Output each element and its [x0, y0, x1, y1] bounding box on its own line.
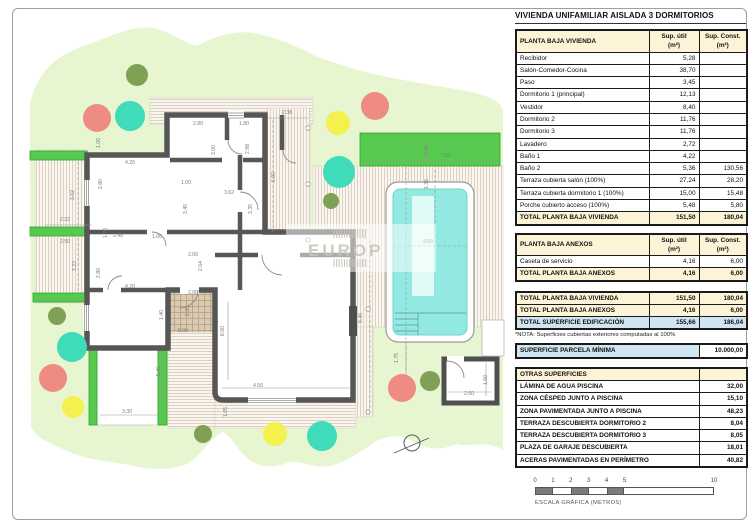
table-cell: Sup. Const. (m²) [699, 30, 747, 52]
table-cell: 4,16 [649, 268, 699, 281]
table-cell: Dormitorio 3 [516, 126, 649, 138]
dimension-label: 1.36 [424, 178, 430, 190]
dimension-label: 1.05 [223, 406, 229, 418]
table-cell: 10.000,00 [699, 344, 747, 357]
table-cell: Dormitorio 2 [516, 113, 649, 125]
table-row [516, 304, 747, 316]
table-cell [699, 113, 747, 125]
surface-tables-panel [515, 11, 746, 512]
footnote: *NOTA: Superficies cubiertas exteriores computadas al 100% [515, 332, 676, 339]
table-row [516, 381, 747, 393]
table-cell: 40,82 [699, 454, 747, 467]
table-cell [699, 368, 747, 381]
dimension-label: 2.80 [192, 121, 204, 127]
table-row [516, 234, 747, 256]
table-row [516, 405, 747, 417]
table-cell: 4,16 [649, 256, 699, 268]
dimension-label: 2.38 [281, 110, 293, 116]
dimension-label: 1.70 [103, 227, 109, 239]
dimension-label: 1.00 [180, 180, 192, 186]
table-row [516, 89, 747, 101]
table-cell: 8,05 [699, 430, 747, 442]
table-planta-baja-vivienda [515, 29, 748, 226]
dimension-label: 1.60 [151, 234, 163, 240]
table-cell: 15,48 [699, 187, 747, 199]
table-cell: Baño 2 [516, 163, 649, 175]
table-cell: TERRAZA DESCUBIERTA DORMITORIO 2 [516, 417, 699, 429]
table-cell [699, 64, 747, 76]
table-row [516, 138, 747, 150]
sheet-title: VIVIENDA UNIFAMILIAR AISLADA 3 DORMITORIOS [515, 11, 746, 24]
dimension-label: 1.75 [394, 352, 400, 364]
dimension-label: 7.55 [440, 153, 452, 159]
dimension-label: 2.00 [187, 290, 199, 296]
table-totals-summary [515, 291, 748, 331]
scale-bar-segment [535, 487, 553, 495]
table-cell: 5,28 [649, 52, 699, 64]
table-cell: 38,70 [649, 64, 699, 76]
table-cell: 5,80 [699, 199, 747, 211]
table-row [516, 417, 747, 429]
dimension-label: 4.50 [252, 383, 264, 389]
dimension-label: 3.35 [248, 203, 254, 215]
table-cell: 2,72 [649, 138, 699, 150]
dimension-label: 2.60 [463, 391, 475, 397]
table-cell: 5,36 [649, 163, 699, 175]
dimension-label: 2.00 [424, 144, 430, 156]
table-row [516, 150, 747, 162]
dimension-label: 1.60 [483, 374, 489, 386]
table-cell: 186,04 [699, 317, 747, 330]
scale-mark: 2 [569, 478, 573, 484]
dimension-label: 3.30 [121, 409, 133, 415]
dimension-label: 5.46 [156, 365, 162, 377]
table-cell: 4,22 [649, 150, 699, 162]
table-cell: Sup. útil (m²) [649, 30, 699, 52]
table-cell: TOTAL PLANTA BAJA VIVIENDA [516, 212, 649, 225]
table-cell [699, 52, 747, 64]
table-cell: 15,10 [699, 393, 747, 405]
table-cell: Terraza cubierta dormitorio 1 (100%) [516, 187, 649, 199]
table-row [516, 163, 747, 175]
table-cell: 32,00 [699, 381, 747, 393]
table-cell: 8,04 [699, 417, 747, 429]
table-cell: 18,01 [699, 442, 747, 454]
table-cell: Porche cubierto acceso (100%) [516, 199, 649, 211]
scale-mark: 3 [587, 478, 591, 484]
table-cell: 48,23 [699, 405, 747, 417]
table-row [516, 199, 747, 211]
table-row [516, 292, 747, 305]
table-row [516, 268, 747, 281]
dimension-label: 1.00 [96, 137, 102, 149]
dimension-label: 6.00 [271, 171, 277, 183]
table-cell: 4,16 [649, 304, 699, 316]
table-row [516, 126, 747, 138]
table-cell: ZONA PAVIMENTADA JUNTO A PISCINA [516, 405, 699, 417]
table-cell: TOTAL PLANTA BAJA ANEXOS [516, 304, 649, 316]
table-cell: Sup. Const. (m²) [699, 234, 747, 256]
table-cell [699, 101, 747, 113]
dimension-label: 3.62 [70, 189, 76, 201]
table-cell: Salón-Comedor-Cocina [516, 64, 649, 76]
table-cell: TOTAL PLANTA BAJA VIVIENDA [516, 292, 649, 305]
scale-mark: 5 [622, 478, 627, 484]
dimension-label: 3.00 [211, 144, 217, 156]
scale-bar-segment [571, 487, 589, 495]
table-cell: 11,76 [649, 126, 699, 138]
dimension-label: 4.20 [124, 284, 136, 290]
table-cell: 8,40 [649, 101, 699, 113]
table-cell: Baño 1 [516, 150, 649, 162]
table-cell: 6,00 [699, 268, 747, 281]
table-cell: 11,76 [649, 113, 699, 125]
scale-bar-outline [535, 487, 714, 495]
table-cell: PLAZA DE GARAJE DESCUBIERTA [516, 442, 699, 454]
table-cell: 5,48 [649, 199, 699, 211]
dimension-label: 1.80 [238, 121, 250, 127]
table-cell: 6,00 [699, 256, 747, 268]
table-cell: Paso [516, 77, 649, 89]
table-cell: 130,56 [699, 163, 747, 175]
table-row [516, 187, 747, 199]
dimension-label: 2.48 [112, 233, 124, 239]
dimension-label: 3.22 [72, 260, 78, 272]
table-parcela-minima [515, 343, 748, 358]
scale-bar-segment [607, 487, 625, 495]
dimension-label: 2.98 [245, 143, 251, 155]
table-row [516, 454, 747, 467]
table-cell: SUPERFICIE PARCELA MÍNIMA [516, 344, 699, 357]
scale-label: ESCALA GRÁFICA (METROS) [535, 500, 622, 506]
table-planta-baja-anexos [515, 233, 748, 282]
scale-mark: 10 [710, 478, 718, 484]
table-cell: 3,45 [649, 77, 699, 89]
table-cell [699, 138, 747, 150]
table-cell: Caseta de servicio [516, 256, 649, 268]
table-row [516, 175, 747, 187]
table-cell [699, 150, 747, 162]
table-row [516, 212, 747, 225]
table-cell: TOTAL SUPERFICIE EDIFICACIÓN [516, 317, 649, 330]
dimension-label: 5.00 [177, 328, 189, 334]
table-cell: 12,13 [649, 89, 699, 101]
table-cell: Recibidor [516, 52, 649, 64]
table-cell: LÁMINA DE AGUA PISCINA [516, 381, 699, 393]
table-cell: Terraza cubierta salón (100%) [516, 175, 649, 187]
dimension-label: 2.50 [59, 239, 71, 245]
table-row [516, 77, 747, 89]
table-cell: 15,00 [649, 187, 699, 199]
table-cell: PLANTA BAJA VIVIENDA [516, 30, 649, 52]
table-cell: 180,04 [699, 212, 747, 225]
table-cell: 27,24 [649, 175, 699, 187]
table-row [516, 393, 747, 405]
table-row [516, 317, 747, 330]
scale-mark: 1 [551, 478, 555, 484]
table-cell: Dormitorio 1 (principal) [516, 89, 649, 101]
table-cell: OTRAS SUPERFICIES [516, 368, 699, 381]
dimension-label: 1.40 [159, 309, 165, 321]
table-row [516, 442, 747, 454]
table-cell: Vestidor [516, 101, 649, 113]
table-row [516, 52, 747, 64]
table-otras-superficies [515, 367, 748, 468]
scale-mark: 0 [533, 478, 537, 484]
table-row [516, 64, 747, 76]
table-cell: 6,00 [699, 304, 747, 316]
table-cell: ACERAS PAVIMENTADAS EN PERÍMETRO [516, 454, 699, 467]
table-cell: 155,66 [649, 317, 699, 330]
dimension-label: 3.45 [183, 203, 189, 215]
table-row [516, 101, 747, 113]
dimension-label: 2.20 [185, 305, 191, 317]
dimension-label: 2.64 [198, 260, 204, 272]
table-cell: 151,50 [649, 292, 699, 305]
table-row [516, 113, 747, 125]
dimension-label: 3.62 [223, 190, 235, 196]
table-cell: 180,04 [699, 292, 747, 305]
watermark-text: EUROP [308, 241, 384, 260]
dimension-label: 9.40 [358, 312, 364, 324]
graphic-scale-bar [515, 478, 746, 512]
table-row [516, 256, 747, 268]
table-cell: 151,50 [649, 212, 699, 225]
table-cell: TOTAL PLANTA BAJA ANEXOS [516, 268, 649, 281]
table-cell: 28,20 [699, 175, 747, 187]
table-cell [699, 89, 747, 101]
table-cell: ZONA CÉSPED JUNTO A PISCINA [516, 393, 699, 405]
table-row [516, 344, 747, 357]
dimension-label: 4.20 [124, 160, 136, 166]
table-cell: Sup. útil (m²) [649, 234, 699, 256]
table-cell: PLANTA BAJA ANEXOS [516, 234, 649, 256]
table-cell [699, 77, 747, 89]
table-row [516, 430, 747, 442]
dimension-label: 8.60 [220, 325, 226, 337]
dimension-label: 2.22 [59, 217, 71, 223]
table-row [516, 30, 747, 52]
dimension-label: 2.80 [98, 178, 104, 190]
scale-mark: 4 [604, 478, 609, 484]
table-cell: Lavadero [516, 138, 649, 150]
table-cell: TERRAZA DESCUBIERTA DORMITORIO 3 [516, 430, 699, 442]
table-cell [699, 126, 747, 138]
dimension-label: 2.00 [187, 252, 199, 258]
table-row [516, 368, 747, 381]
dimension-label: 2.80 [96, 267, 102, 279]
